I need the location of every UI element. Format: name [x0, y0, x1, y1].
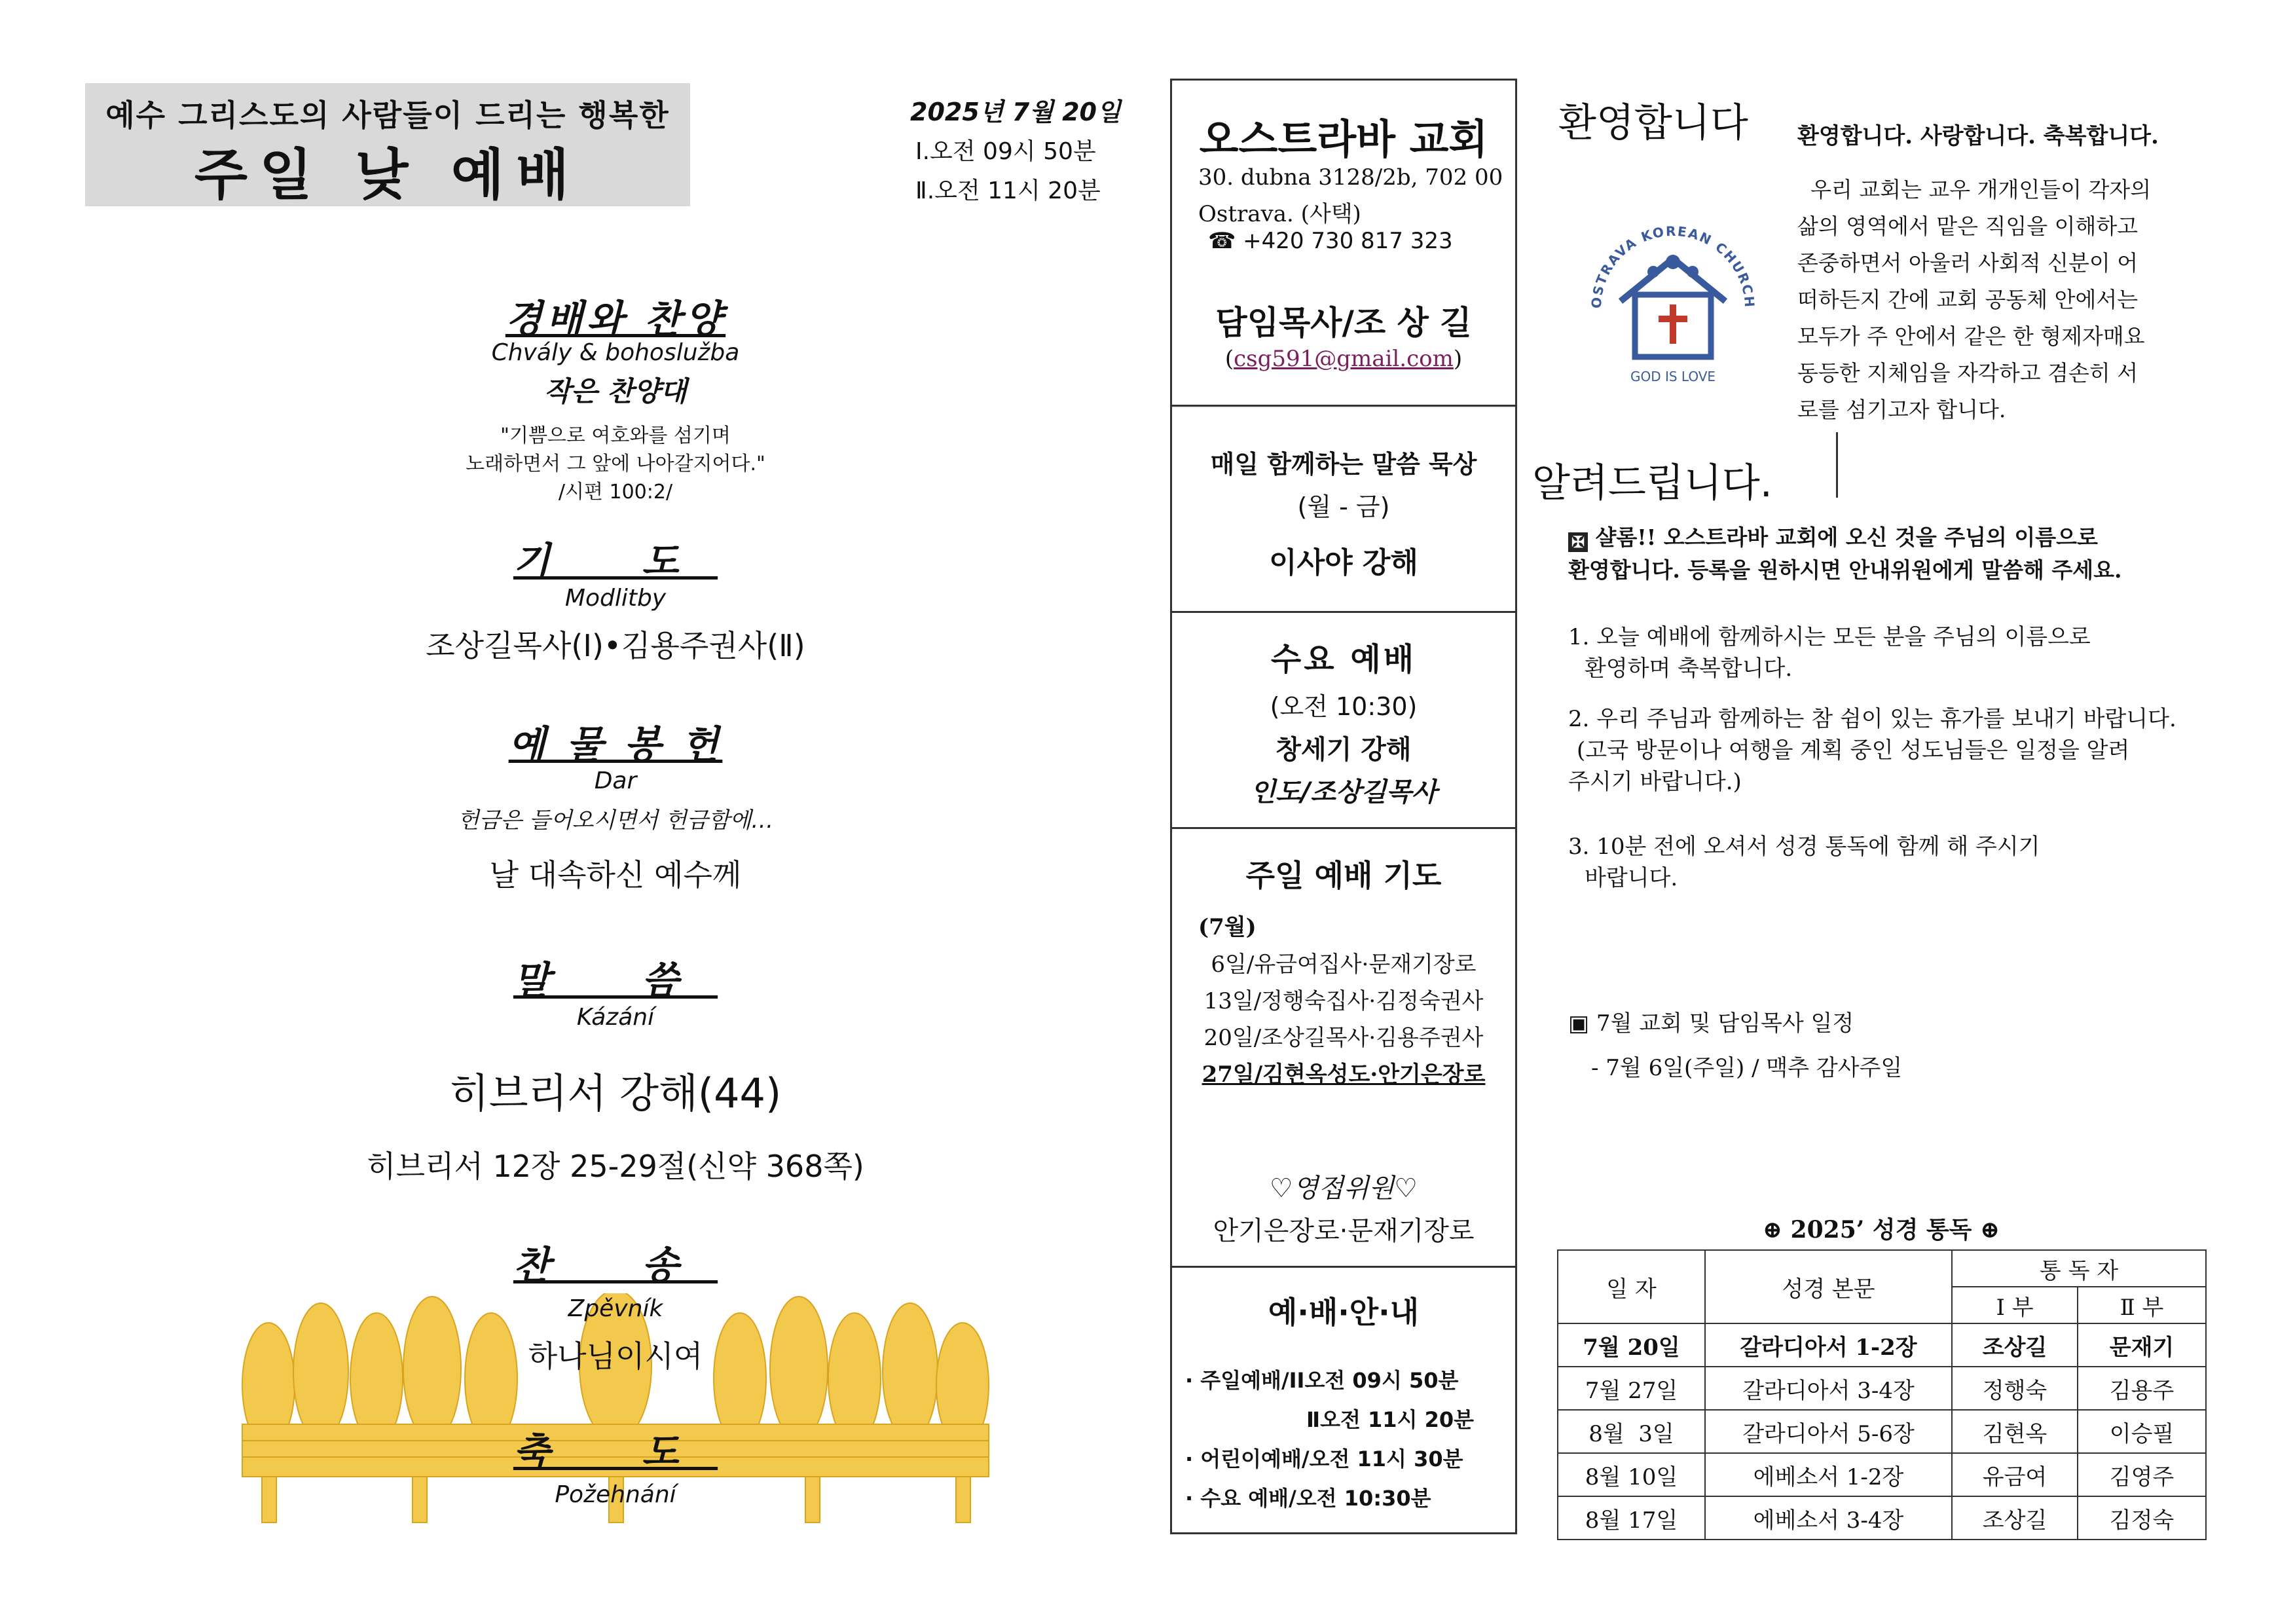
welcome-line: 떠하든지 간에 교회 공동체 안에서는 [1797, 287, 2139, 312]
welcome-line: 로를 섬기고자 합니다. [1797, 397, 2006, 422]
worship-guide-line: Ⅱ오전 11시 20분 [1306, 1407, 1475, 1432]
welcome-line: 모두가 주 안에서 같은 한 형제자매요 [1797, 323, 2145, 349]
cell-part2: 김영주 [2078, 1453, 2206, 1496]
notice-item-1b: 환영하며 축복합니다. [1585, 655, 1793, 682]
offering-title: 예 물 봉 헌 [508, 722, 723, 767]
wednesday-book: 창세기 강해 [1276, 735, 1412, 765]
cell-passage: 에베소서 1-2장 [1705, 1453, 1952, 1496]
wednesday-time: (오전 10:30) [1270, 692, 1418, 721]
meditation-book: 이사야 강해 [1269, 546, 1418, 580]
praise-leader: 작은 찬양대 [544, 375, 687, 407]
cell-date: 7월 20일 [1558, 1323, 1705, 1367]
notice-intro-text1: 샬롬!! 오스트라바 교회에 오신 것을 주님의 이름으로 [1595, 525, 2098, 550]
table-row [1558, 1323, 2206, 1367]
cell-part1: 김현옥 [1952, 1410, 2078, 1453]
sunday-prayer-row: 6일/유금여집사·문재기장로 [1211, 951, 1477, 978]
cell-passage: 갈라디아서 5-6장 [1705, 1410, 1952, 1453]
cell-part1: 조상길 [1952, 1323, 2078, 1367]
cell-date: 8월 17일 [1558, 1496, 1705, 1540]
cell-passage: 갈라디아서 3-4장 [1705, 1367, 1952, 1410]
table-row [1558, 1496, 2206, 1540]
pastor-name: 담임목사/조 상 길 [1215, 304, 1472, 342]
worship-guide-line: · 수요 예배/오전 10:30분 [1185, 1486, 1431, 1511]
notice-intro-line1 [1568, 521, 2223, 552]
notice-item-3b: 바랍니다. [1585, 865, 1678, 891]
hymn-title: 찬 송 [513, 1243, 718, 1287]
praise-verse-ref: /시편 100:2/ [558, 481, 673, 504]
cell-part1: 조상길 [1952, 1496, 2078, 1540]
church-address-1: 30. dubna 3128/2b, 702 00 [1198, 164, 1503, 191]
wednesday-title: 수요 예배 [1270, 641, 1417, 678]
bible-reading-table [1557, 1249, 2207, 1540]
service-date: 2025년 7월 20일 [910, 98, 1121, 126]
sermon-heading: 말 씀 [513, 958, 718, 1003]
sunday-prayer-title: 주일 예배 기도 [1245, 858, 1442, 893]
offering-note: 헌금은 들어오시면서 헌금함에… [457, 807, 774, 834]
cell-part2: 김정숙 [2078, 1496, 2206, 1540]
cell-part2: 김용주 [2078, 1367, 2206, 1410]
notice-item-2c: 주시기 바랍니다.) [1568, 769, 1742, 795]
cell-passage: 에베소서 3-4장 [1705, 1496, 1952, 1540]
worship-guide-line: · 주일예배/ⅠⅠ오전 09시 50분 [1185, 1368, 1459, 1393]
prayer-subtitle: Modlitby [564, 585, 667, 612]
column-header-part1: Ⅰ 부 [1952, 1287, 2078, 1323]
church-info-column [1170, 79, 1517, 1534]
notice-heading: 알려드립니다. [1532, 460, 1772, 506]
flag-icon: ✠ [1568, 532, 1588, 552]
schedule-item: - 7월 6일(주일) / 맥추 감사주일 [1591, 1055, 1903, 1081]
welcome-paragraph [1797, 172, 2210, 428]
welcome-line: 삶의 영역에서 맡은 직임을 이해하고 [1797, 213, 2139, 239]
table-row [1558, 1367, 2206, 1410]
welcome-line: 우리 교회는 교우 개개인들이 각자의 [1810, 177, 2152, 202]
sunday-prayer-month: (7월) [1198, 914, 1257, 940]
meditation-title: 매일 함께하는 말씀 묵상 [1210, 450, 1477, 479]
welcome-lead: 환영합니다. 사랑합니다. 축복합니다. [1797, 123, 2159, 149]
notice-item-2a: 2. 우리 주님과 함께하는 참 쉼이 있는 휴가를 보내기 바랍니다. [1568, 706, 2176, 732]
benediction-subtitle: Požehnání [555, 1481, 676, 1508]
offering-hymn: 날 대속하신 예수께 [489, 857, 742, 893]
ushers-title: ♡영접위원♡ [1269, 1173, 1418, 1204]
sunday-prayer-row: 27일/김현옥성도·안기은장로 [1202, 1061, 1486, 1088]
benediction-title: 축 도 [513, 1430, 718, 1474]
sunday-prayer-row: 20일/조상길목사·김용주권사 [1203, 1025, 1484, 1051]
cell-date: 7월 27일 [1558, 1367, 1705, 1410]
church-address-2: Ostrava. (사택) [1198, 201, 1361, 227]
logo-text-bottom: GOD IS LOVE [1630, 369, 1716, 384]
praise-verse-line2: 노래하면서 그 앞에 나아갈지어다." [466, 452, 765, 475]
notice-item-2b: (고국 방문이나 여행을 계획 중인 성도님들은 일정을 알려 [1577, 737, 2130, 764]
schedule-title: ▣ 7월 교회 및 담임목사 일정 [1568, 1010, 1854, 1037]
worship-guide-line: · 어린이예배/오전 11시 30분 [1185, 1447, 1463, 1471]
ushers-names: 안기은장로·문재기장로 [1213, 1216, 1475, 1246]
sermon-scripture: 히브리서 12장 25-29절(신약 368쪽) [367, 1149, 864, 1184]
welcome-line: 동등한 지체임을 자각하고 겸손히 서 [1797, 360, 2139, 386]
notice-intro-line2: 환영합니다. 등록을 원하시면 안내위원에게 말씀해 주세요. [1568, 557, 2122, 583]
service-time-2: Ⅱ.오전 11시 20분 [915, 177, 1101, 204]
meditation-days: (월 - 금) [1297, 492, 1390, 521]
offering-subtitle: Dar [594, 767, 637, 794]
cell-passage: 갈라디아서 1-2장 [1705, 1323, 1952, 1367]
sermon-subtitle: Kázání [576, 1004, 655, 1031]
sunday-prayer-row: 13일/정행숙집사·김정숙권사 [1203, 988, 1484, 1014]
bible-reading-title: ⊕ 2025’ 성경 통독 ⊕ [1762, 1216, 2000, 1244]
praise-title: 경배와 찬양 [505, 297, 726, 341]
church-name: 오스트라바 교회 [1199, 115, 1488, 163]
notice-item-1a: 1. 오늘 예배에 함께하시는 모든 분을 주님의 이름으로 [1568, 624, 2091, 650]
pastor-email-wrap: (csg591@gmail.com) [1224, 346, 1463, 372]
table-row [1558, 1453, 2206, 1496]
welcome-heading: 환영합니다 [1558, 100, 1748, 146]
prayer-leader: 조상길목사(Ⅰ)•김용주권사(Ⅱ) [426, 628, 805, 663]
hymn-song: 하나님이시여 [528, 1338, 703, 1374]
service-time-1: Ⅰ.오전 09시 50분 [915, 138, 1096, 165]
wednesday-leader: 인도/조상길목사 [1250, 777, 1437, 807]
pastor-email[interactable]: csg591@gmail.com [1234, 346, 1454, 372]
notice-item-3a: 3. 10분 전에 오셔서 성경 통독에 함께 해 주시기 [1568, 834, 2040, 860]
welcome-line: 존중하면서 아울러 사회적 신분이 어 [1797, 250, 2139, 276]
church-logo [1575, 196, 1771, 393]
table-row [1558, 1410, 2206, 1453]
prayer-title: 기 도 [513, 539, 718, 583]
header-subtitle: 예수 그리스도의 사람들이 드리는 행복한 [105, 98, 670, 133]
cell-part2: 이승필 [2078, 1410, 2206, 1453]
notice-divider [1836, 432, 1838, 498]
praise-verse-line1: "기쁨으로 여호와를 섬기며 [500, 424, 731, 447]
cell-part1: 유금여 [1952, 1453, 2078, 1496]
cell-date: 8월 10일 [1558, 1453, 1705, 1496]
column-header-part2: Ⅱ 부 [2078, 1287, 2206, 1323]
worship-guide-title: 예·배·안·내 [1268, 1295, 1420, 1330]
column-header-passage: 성경 본문 [1705, 1250, 1952, 1323]
sermon-title: 히브리서 강해(44) [449, 1069, 782, 1117]
cell-date: 8월 3일 [1558, 1410, 1705, 1453]
logo-text-top: OSTRAVA KOREAN CHURCH [1588, 223, 1758, 309]
column-header-date: 일 자 [1558, 1250, 1705, 1323]
hymn-subtitle: Zpěvník [568, 1295, 663, 1322]
cell-part2: 문재기 [2078, 1323, 2206, 1367]
church-phone: ☎ +420 730 817 323 [1208, 228, 1453, 254]
praise-subtitle: Chvály & bohoslužba [491, 339, 740, 366]
page-title: 주일 낮 예배 [194, 143, 581, 207]
column-header-readers: 통 독 자 [1952, 1250, 2206, 1287]
cell-part1: 정행숙 [1952, 1367, 2078, 1410]
